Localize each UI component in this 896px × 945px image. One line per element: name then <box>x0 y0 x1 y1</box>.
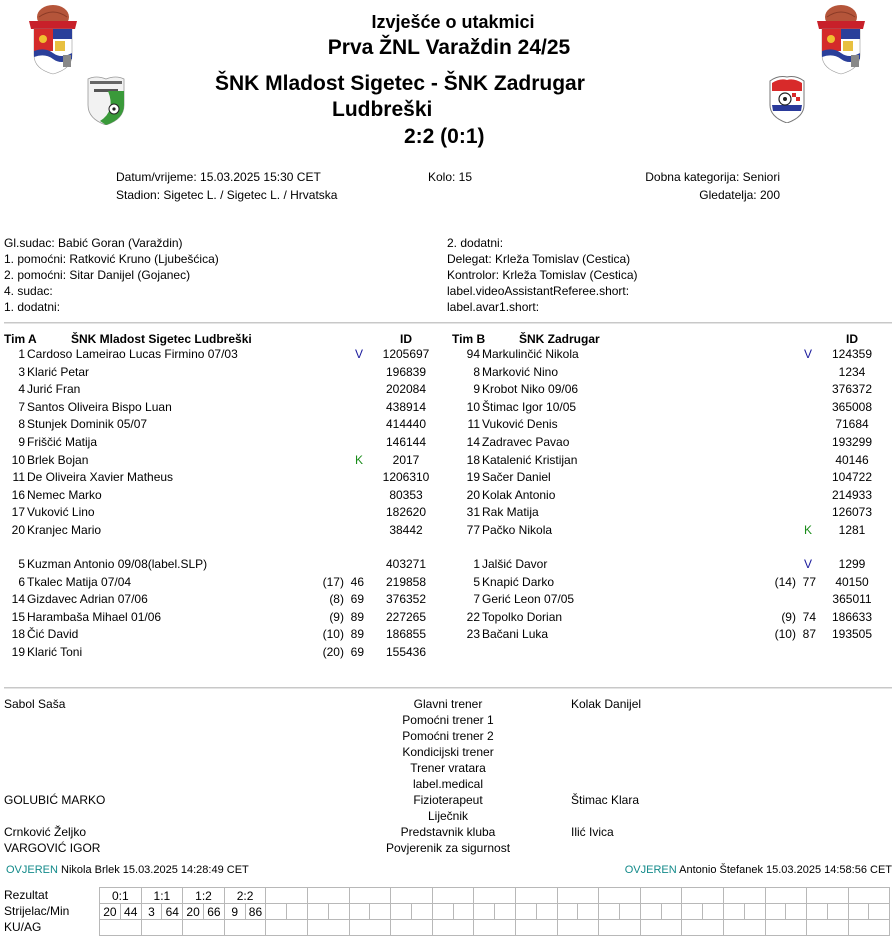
shirt-number: 7 <box>18 399 25 414</box>
mladost-sigetec-crest-icon <box>86 75 126 125</box>
player-id: 2017 <box>392 452 420 467</box>
player-id: 104722 <box>831 470 873 485</box>
player-name: Nemec Marko <box>27 487 102 502</box>
staff-role: Pomoćni trener 1 <box>402 713 494 727</box>
substitution-info: (17) 46 <box>322 574 364 589</box>
divider <box>4 687 892 689</box>
shirt-number: 15 <box>11 609 25 624</box>
player-row <box>452 452 896 470</box>
ku-ag-cell <box>391 920 433 936</box>
player-name: Vuković Lino <box>27 505 95 520</box>
substitution-info: (14) 77 <box>774 574 816 589</box>
player-name: Pačko Nikola <box>482 523 553 537</box>
player-name: Jurić Fran <box>27 382 81 397</box>
staff-member: GOLUBIĆ MARKO <box>4 793 106 807</box>
shirt-number: 5 <box>473 574 480 589</box>
match-datetime: Datum/vrijeme: 15.03.2025 15:30 CET <box>116 170 321 184</box>
controller: Kontrolor: Krleža Tomislav (Cestica) <box>447 268 638 282</box>
player-id: 1281 <box>838 523 866 537</box>
staff-member: Crnković Željko <box>4 825 87 839</box>
staff-member <box>571 712 641 728</box>
scorer-minute-cell: 20 <box>183 904 204 920</box>
result-cell <box>266 888 308 904</box>
player-row <box>452 487 896 505</box>
team-b-name: ŠNK Zadrugar <box>519 332 600 346</box>
staff-role: Predstavnik kluba <box>400 825 496 839</box>
verification-team-b <box>625 864 892 876</box>
scorer-minute-cell <box>599 904 620 920</box>
result-cell: 1:2 <box>183 888 225 904</box>
player-id: 40146 <box>835 452 869 467</box>
additional-referee-2: 2. dodatni: <box>447 236 504 250</box>
scorer-minute-cell <box>474 904 495 920</box>
scorer-minute-cell <box>578 904 599 920</box>
player-name: Brlek Bojan <box>27 452 89 467</box>
team-a-name: ŠNK Mladost Sigetec Ludbreški <box>71 332 252 346</box>
player-name: Stunjek Dominik 05/07 <box>27 417 148 432</box>
scorer-minute-cell <box>744 904 765 920</box>
player-row <box>0 469 445 487</box>
staff-member <box>4 712 105 728</box>
player-row <box>0 644 445 662</box>
player-id: 1234 <box>838 364 866 379</box>
shirt-number: 16 <box>11 487 25 502</box>
staff-member: VARGOVIĆ IGOR <box>4 841 101 855</box>
staff-role: label.medical <box>412 777 484 791</box>
result-cell <box>474 888 516 904</box>
scorer-minute-cell: 9 <box>224 904 245 920</box>
player-id: 414440 <box>385 417 427 432</box>
scorer-minute-cell <box>661 904 682 920</box>
player-row <box>0 346 445 364</box>
avar-referee: label.avar1.short: <box>447 300 540 314</box>
player-row <box>0 626 445 644</box>
staff-member: Kolak Danijel <box>571 697 642 711</box>
player-name: De Oliveira Xavier Matheus <box>27 470 174 485</box>
competition-title: Prva ŽNL Varaždin 24/25 <box>327 36 571 59</box>
shirt-number: 8 <box>18 417 25 432</box>
staff-member <box>4 760 105 776</box>
shirt-number: 5 <box>18 557 25 571</box>
player-id: 438914 <box>385 399 427 414</box>
player-row <box>452 434 896 452</box>
away-club-logo <box>768 75 806 126</box>
ku-ag-cell <box>640 920 682 936</box>
player-row <box>0 574 445 592</box>
shirt-number: 4 <box>18 382 25 397</box>
player-id: 202084 <box>385 382 427 397</box>
player-row <box>452 574 896 592</box>
player-row <box>452 399 896 417</box>
captain-mark: K <box>354 452 363 467</box>
player-id: 227265 <box>385 609 427 624</box>
player-row <box>0 556 445 574</box>
shirt-number: 1 <box>473 557 480 571</box>
scorer-minute-cell <box>536 904 557 920</box>
player-name: Jalšić Davor <box>482 557 548 571</box>
player-id: 196839 <box>385 364 427 379</box>
shirt-number: 10 <box>11 452 25 467</box>
staff-member <box>571 840 641 856</box>
player-row <box>0 399 445 417</box>
player-id: 124359 <box>831 347 873 361</box>
player-name: Marković Nino <box>482 364 559 379</box>
scorer-minute-cell <box>266 904 287 920</box>
substitution-info: (10) 87 <box>774 627 816 642</box>
scorer-minute-cell <box>640 904 661 920</box>
player-id: 1299 <box>838 557 866 571</box>
result-cell <box>723 888 765 904</box>
team-a-label: Tim A <box>4 332 37 346</box>
player-id: 146144 <box>385 435 427 449</box>
player-id: 182620 <box>385 505 427 520</box>
substitution-info: (9) 74 <box>781 609 816 624</box>
result-cell <box>640 888 682 904</box>
team-b-label: Tim B <box>452 332 486 346</box>
staff-member: Ilić Ivica <box>571 825 614 839</box>
substitution-info: (9) 89 <box>329 609 364 624</box>
verified-by: Antonio Štefanek 15.03.2025 14:58:56 CET <box>679 864 892 876</box>
player-id: 186855 <box>385 627 427 642</box>
player-row <box>452 469 896 487</box>
player-row <box>452 381 896 399</box>
shirt-number: 6 <box>18 574 25 589</box>
shirt-number: 7 <box>473 592 480 607</box>
player-row <box>0 381 445 399</box>
result-cell: 2:2 <box>224 888 266 904</box>
ku-ag-cell <box>474 920 516 936</box>
main-referee: Gl.sudac: Babić Goran (Varaždin) <box>4 236 183 250</box>
player-name: Štimac Igor 10/05 <box>482 399 577 414</box>
shirt-number: 9 <box>473 382 480 397</box>
player-id: 155436 <box>385 645 427 659</box>
player-id: 403271 <box>385 557 427 571</box>
shirt-number: 19 <box>11 645 25 659</box>
player-id: 38442 <box>389 523 423 537</box>
staff-role: Fizioterapeut <box>413 793 483 807</box>
divider <box>4 322 892 324</box>
result-cell <box>557 888 599 904</box>
ku-ag-row-label: KU/AG <box>4 920 42 934</box>
officials-left <box>4 235 219 315</box>
scorer-minute-cell <box>349 904 370 920</box>
result-cell <box>432 888 474 904</box>
player-id: 376372 <box>831 382 873 397</box>
player-name: Rak Matija <box>482 505 539 520</box>
player-row <box>0 487 445 505</box>
result-cell <box>848 888 890 904</box>
substitution-info: (8) 69 <box>329 592 364 607</box>
shirt-number: 18 <box>466 452 480 467</box>
var-referee: label.videoAssistantReferee.short: <box>447 284 630 298</box>
player-row <box>452 522 896 540</box>
player-name: Gerić Leon 07/05 <box>482 592 575 607</box>
captain-mark: K <box>803 523 812 537</box>
player-name: Kolak Antonio <box>482 487 556 502</box>
player-row <box>452 556 896 574</box>
final-score: 2:2 (0:1) <box>404 125 485 148</box>
player-id: 186633 <box>831 609 873 624</box>
shirt-number: 14 <box>466 435 480 449</box>
result-row-label: Rezultat <box>4 888 49 902</box>
ku-ag-cell <box>432 920 474 936</box>
shirt-number: 19 <box>466 470 480 485</box>
scorer-minute-cell <box>370 904 391 920</box>
staff-member: Štimac Klara <box>571 793 640 807</box>
player-name: Santos Oliveira Bispo Luan <box>27 399 172 414</box>
result-cell <box>391 888 433 904</box>
scorer-minute-cell <box>391 904 412 920</box>
staff-member <box>571 744 641 760</box>
player-row <box>452 416 896 434</box>
staff-member <box>4 776 105 792</box>
staff-member <box>4 808 105 824</box>
substitution-info: (20) 69 <box>322 645 364 659</box>
staff-member <box>571 728 641 744</box>
player-name: Gizdavec Adrian 07/06 <box>27 592 148 607</box>
team-a-staff <box>4 696 105 856</box>
attendance: Gledatelja: 200 <box>699 188 780 202</box>
staff-member <box>571 760 641 776</box>
player-name: Sačer Daniel <box>482 470 551 485</box>
goalkeeper-mark: V <box>803 557 812 571</box>
player-name: Friščić Matija <box>27 435 98 449</box>
verified-status: OVJEREN <box>6 864 58 876</box>
player-id: 1206310 <box>382 470 430 485</box>
assistant-referee-1: 1. pomoćni: Ratković Kruno (Ljubešćica) <box>4 252 219 266</box>
ku-ag-cell <box>100 920 142 936</box>
player-row <box>0 452 445 470</box>
officials-right <box>447 235 638 315</box>
staff-member <box>4 728 105 744</box>
verification-team-a <box>6 864 249 876</box>
verified-by: Nikola Brlek 15.03.2025 14:28:49 CET <box>61 864 249 876</box>
player-name: Cardoso Lameirao Lucas Firmino 07/03 <box>27 347 238 361</box>
player-row <box>452 609 896 627</box>
ku-ag-cell <box>307 920 349 936</box>
result-cell <box>349 888 391 904</box>
player-name: Čić David <box>27 627 79 642</box>
ku-ag-cell <box>557 920 599 936</box>
shirt-number: 17 <box>11 505 25 520</box>
player-id: 219858 <box>385 574 427 589</box>
shirt-number: 23 <box>466 627 480 642</box>
player-row <box>0 609 445 627</box>
shirt-number: 20 <box>11 523 25 537</box>
scorer-minute-cell <box>432 904 453 920</box>
shirt-number: 3 <box>18 364 25 379</box>
player-name: Bačani Luka <box>482 627 549 642</box>
player-name: Vuković Denis <box>482 417 558 432</box>
shirt-number: 9 <box>18 435 25 449</box>
goalkeeper-mark: V <box>354 347 363 361</box>
assistant-referee-2: 2. pomoćni: Sitar Danijel (Gojanec) <box>4 268 191 282</box>
staff-role: Glavni trener <box>413 697 483 711</box>
scorer-minute-cell: 44 <box>120 904 141 920</box>
shirt-number: 77 <box>466 523 480 537</box>
ku-ag-cell <box>682 920 724 936</box>
result-cell <box>765 888 807 904</box>
staff-role: Povjerenik za sigurnost <box>385 841 511 855</box>
scorer-minute-cell <box>453 904 474 920</box>
player-id: 365011 <box>832 592 872 607</box>
shirt-number: 10 <box>466 399 480 414</box>
match-title: ŠNK Mladost Sigetec - ŠNK Zadrugar <box>215 72 585 95</box>
player-row <box>452 626 896 644</box>
home-club-logo <box>86 75 126 128</box>
player-id: 193299 <box>831 435 873 449</box>
player-id: 376352 <box>385 592 427 607</box>
player-row <box>0 504 445 522</box>
scorer-minute-cell <box>495 904 516 920</box>
player-id: 40150 <box>835 574 869 589</box>
staff-role: Liječnik <box>427 809 469 823</box>
player-row <box>0 416 445 434</box>
staff-role: Trener vratara <box>410 761 486 775</box>
goalkeeper-mark: V <box>803 347 812 361</box>
scorer-minute-cell <box>328 904 349 920</box>
staff-member <box>571 776 641 792</box>
shirt-number: 11 <box>467 417 480 432</box>
scorer-minute-cell: 64 <box>162 904 183 920</box>
scorer-minute-cell <box>869 904 890 920</box>
ku-ag-cell <box>224 920 266 936</box>
team-a-id-header: ID <box>400 332 412 346</box>
player-row <box>0 434 445 452</box>
staff-roles <box>348 696 548 856</box>
verified-status: OVJEREN <box>624 864 677 876</box>
team-b-id-header: ID <box>846 332 858 346</box>
age-category: Dobna kategorija: Seniori <box>645 170 780 184</box>
player-name: Topolko Dorian <box>482 609 563 624</box>
team-b-staff <box>571 696 641 856</box>
scorer-minute-cell <box>557 904 578 920</box>
scorer-minute-cell <box>827 904 848 920</box>
staff-member <box>571 808 641 824</box>
shirt-number: 94 <box>466 347 480 361</box>
ku-ag-cell <box>141 920 183 936</box>
scorer-minute-cell: 20 <box>100 904 121 920</box>
player-row <box>452 346 896 364</box>
player-row <box>0 591 445 609</box>
fourth-official: 4. sudac: <box>4 284 53 298</box>
player-name: Kranjec Mario <box>27 523 102 537</box>
shirt-number: 22 <box>466 609 480 624</box>
player-row <box>0 522 445 540</box>
player-row <box>0 364 445 382</box>
scorer-minute-cell: 66 <box>203 904 224 920</box>
player-id: 1205697 <box>382 347 430 361</box>
scorer-minute-cell: 3 <box>141 904 162 920</box>
player-row <box>452 591 896 609</box>
scorer-minute-cell <box>307 904 328 920</box>
player-id: 193505 <box>831 627 873 642</box>
result-cell: 1:1 <box>141 888 183 904</box>
zadrugar-crest-icon <box>768 75 806 123</box>
result-cell: 0:1 <box>100 888 142 904</box>
scorer-minute-cell <box>682 904 703 920</box>
player-name: Kuzman Antonio 09/08(label.SLP) <box>27 557 208 571</box>
scorer-minute-cell <box>515 904 536 920</box>
match-title-continued: Ludbreški <box>332 98 433 121</box>
result-cell <box>807 888 849 904</box>
player-id: 71684 <box>835 417 869 432</box>
scorer-minute-cell <box>786 904 807 920</box>
result-cell <box>599 888 641 904</box>
ku-ag-cell <box>266 920 308 936</box>
ku-ag-cell <box>848 920 890 936</box>
result-cell <box>307 888 349 904</box>
scorer-minute-cell <box>807 904 828 920</box>
scorer-minute-cell <box>765 904 786 920</box>
scorer-minute-cell <box>619 904 640 920</box>
player-name: Tkalec Matija 07/04 <box>27 574 132 589</box>
player-id: 80353 <box>389 487 423 502</box>
additional-referee-1: 1. dodatni: <box>4 300 61 314</box>
player-name: Klarić Toni <box>27 645 83 659</box>
player-id: 214933 <box>831 487 873 502</box>
shirt-number: 18 <box>11 627 25 642</box>
shirt-number: 20 <box>466 487 480 502</box>
report-title: Izvješće o utakmici <box>371 12 535 32</box>
shirt-number: 31 <box>466 505 480 520</box>
player-id: 126073 <box>831 505 873 520</box>
player-name: Klarić Petar <box>27 364 90 379</box>
staff-member: Sabol Saša <box>4 697 66 711</box>
player-name: Krobot Niko 09/06 <box>482 382 579 397</box>
player-name: Knapić Darko <box>482 574 555 589</box>
ku-ag-cell <box>599 920 641 936</box>
ku-ag-cell <box>723 920 765 936</box>
ku-ag-cell <box>807 920 849 936</box>
match-round: Kolo: 15 <box>428 170 473 184</box>
scorer-minute-cell <box>703 904 724 920</box>
player-name: Zadravec Pavao <box>482 435 570 449</box>
player-name: Harambaša Mihael 01/06 <box>27 609 162 624</box>
scorer-minute-cell <box>287 904 308 920</box>
substitution-info: (10) 89 <box>322 627 364 642</box>
scorer-minute-cell <box>723 904 744 920</box>
result-cell <box>515 888 557 904</box>
delegate: Delegat: Krleža Tomislav (Cestica) <box>447 252 631 266</box>
ku-ag-cell <box>349 920 391 936</box>
staff-role: Kondicijski trener <box>402 745 494 759</box>
player-name: Katalenić Kristijan <box>482 452 578 467</box>
shirt-number: 1 <box>18 347 25 361</box>
scorer-minute-cell: 86 <box>245 904 266 920</box>
player-name: Markulinčić Nikola <box>482 347 579 361</box>
ku-ag-cell <box>183 920 225 936</box>
shirt-number: 14 <box>11 592 25 607</box>
player-row <box>452 504 896 522</box>
player-id: 365008 <box>831 399 873 414</box>
shirt-number: 11 <box>12 470 25 485</box>
match-stadium: Stadion: Sigetec L. / Sigetec L. / Hrvatska <box>116 188 338 202</box>
ku-ag-cell <box>765 920 807 936</box>
ku-ag-cell <box>515 920 557 936</box>
scorer-minute-cell <box>848 904 869 920</box>
staff-role: Pomoćni trener 2 <box>402 729 494 743</box>
goals-grid <box>99 887 890 936</box>
result-cell <box>682 888 724 904</box>
scorer-row-label: Strijelac/Min <box>4 904 70 918</box>
scorer-minute-cell <box>411 904 432 920</box>
goals-grid-labels <box>4 887 69 935</box>
shirt-number: 8 <box>473 364 480 379</box>
player-row <box>452 364 896 382</box>
staff-member <box>4 744 105 760</box>
